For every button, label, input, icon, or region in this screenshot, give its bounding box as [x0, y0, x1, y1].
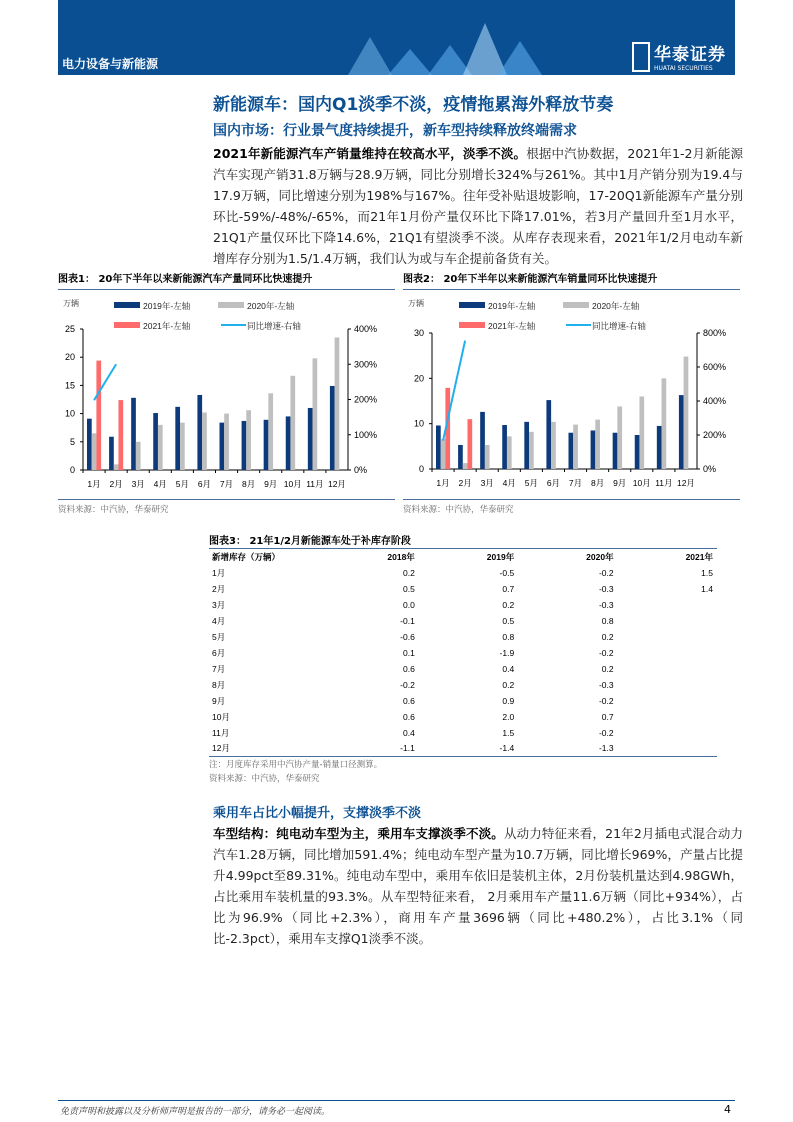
- table-cell: -1.9: [499, 647, 515, 658]
- table-cell: 0.4: [402, 727, 415, 738]
- table-cell: -0.2: [598, 567, 614, 578]
- x-tick-label: 1月: [87, 479, 101, 489]
- table-row: [209, 661, 717, 677]
- table-cell: -0.3: [598, 583, 614, 594]
- x-tick-label: 6月: [197, 479, 212, 489]
- y2-tick-label: 100%: [354, 429, 378, 440]
- unit-label: 万辆: [63, 299, 79, 308]
- table-cell: 0.0: [402, 599, 415, 610]
- chart-2: [403, 290, 740, 495]
- table-cell: 7月: [212, 663, 226, 674]
- x-tick-label: 12月: [676, 478, 695, 488]
- bar-2019-11: [657, 426, 662, 469]
- footer-disclaimer: 免责声明和披露以及分析师声明是报告的一部分，请务必一起阅读。: [60, 1107, 331, 1117]
- table-row: [209, 565, 717, 581]
- table-cell: 0.6: [402, 663, 415, 674]
- legend-label: 2019年-左轴: [143, 301, 191, 311]
- table-cell: 0.2: [402, 567, 415, 578]
- table-cell: [618, 597, 717, 613]
- bar-2020-1: [92, 433, 97, 470]
- x-tick-label: 10月: [283, 479, 302, 489]
- bar-2020-8: [246, 410, 251, 470]
- section-subtitle: 国内市场：行业景气度持续提升，新车型持续释放终端需求: [213, 123, 577, 139]
- bar-2019-7: [220, 423, 225, 470]
- x-tick-label: 9月: [264, 479, 278, 489]
- table-cell: 9月: [212, 695, 226, 706]
- table-cell: 0.8: [502, 631, 515, 642]
- x-tick-label: 3月: [131, 479, 145, 489]
- chart-1: [58, 290, 395, 495]
- y-tick-label: 10: [64, 408, 75, 419]
- x-tick-label: 2月: [458, 478, 472, 488]
- table-cell: 1.5: [502, 727, 515, 738]
- y2-tick-label: 400%: [354, 324, 378, 334]
- legend-swatch: [459, 302, 485, 308]
- bar-2020-7: [224, 414, 229, 470]
- bar-2019-5: [175, 407, 180, 470]
- bar-2019-3: [131, 398, 136, 470]
- bar-2020-4: [158, 425, 163, 470]
- table-cell: 2.0: [502, 711, 515, 722]
- table-cell: -0.3: [598, 599, 614, 610]
- table-row: [209, 725, 717, 741]
- table-row: [209, 677, 717, 693]
- bar-2020-10: [639, 396, 644, 469]
- y2-tick-label: 300%: [354, 359, 378, 370]
- y-tick-label: 25: [64, 324, 75, 334]
- para2-lead: 车型结构：纯电动车型为主，乘用车支撑淡季不淡。: [213, 826, 504, 841]
- table-cell: -1.3: [598, 743, 614, 754]
- unit-label: 万辆: [408, 299, 424, 308]
- bar-2020-5: [180, 423, 185, 470]
- x-tick-label: 8月: [591, 478, 605, 488]
- table-cell: -1.1: [400, 743, 415, 754]
- x-tick-label: 5月: [524, 478, 538, 488]
- legend-label: 2020年-左轴: [592, 301, 640, 311]
- x-tick-label: 4月: [502, 478, 516, 488]
- column-header: 2018年: [387, 551, 415, 562]
- table-cell: 10月: [212, 711, 230, 722]
- bar-2019-9: [264, 420, 269, 470]
- bar-2020-10: [290, 376, 295, 470]
- table-cell: 4月: [212, 615, 226, 626]
- bar-2019-10: [635, 435, 640, 469]
- x-tick-label: 9月: [613, 478, 627, 488]
- table-cell: 0.8: [601, 615, 614, 626]
- legend-swatch: [114, 302, 140, 308]
- paragraph-2: [213, 823, 743, 949]
- table-cell: 0.4: [502, 663, 515, 674]
- bar-2019-3: [480, 412, 485, 469]
- bar-2019-1: [87, 419, 92, 470]
- legend-label: 同比增速-右轴: [592, 321, 646, 331]
- bar-2020-7: [573, 425, 578, 469]
- page-number: 4: [724, 1103, 731, 1116]
- bar-2020-2: [114, 464, 119, 470]
- table-row: [209, 645, 717, 661]
- x-tick-label: 8月: [242, 479, 256, 489]
- x-tick-label: 10月: [632, 478, 651, 488]
- bar-2019-8: [242, 421, 247, 470]
- figure-1: [58, 270, 395, 515]
- legend-label: 2021年-左轴: [143, 321, 191, 331]
- figure-1-title: 图表1： 20年下半年以来新能源汽车产量同环比快速提升: [58, 274, 313, 285]
- table-cell: -0.6: [400, 631, 415, 642]
- table-cell: [618, 693, 717, 709]
- logo-en: HUATAI SECURITIES: [654, 65, 713, 72]
- table-cell: 0.9: [502, 695, 515, 706]
- y-tick-label: 5: [69, 436, 75, 447]
- bar-2020-3: [136, 442, 141, 470]
- legend-label: 2021年-左轴: [488, 321, 536, 331]
- figure-1-source: 资料来源：中汽协，华泰研究: [58, 505, 169, 515]
- table-cell: -0.5: [499, 567, 515, 578]
- column-header: 新增库存（万辆）: [212, 551, 281, 562]
- bar-2019-4: [153, 413, 158, 470]
- figure-2-source: 资料来源：中汽协，华泰研究: [403, 505, 514, 515]
- table-cell: -0.3: [598, 679, 614, 690]
- section2-title: 乘用车占比小幅提升，支撑淡季不淡: [213, 806, 422, 821]
- y-tick-label: 20: [413, 373, 424, 384]
- table-cell: 0.2: [601, 631, 614, 642]
- table-row: [209, 693, 717, 709]
- column-header: 2020年: [586, 551, 614, 562]
- table-cell: 0.5: [502, 615, 515, 626]
- bar-2019-7: [569, 433, 574, 469]
- table-cell: [618, 645, 717, 661]
- bar-2021-2: [118, 400, 123, 470]
- bar-2019-12: [679, 395, 684, 469]
- x-tick-label: 2月: [109, 479, 123, 489]
- y-tick-label: 10: [413, 418, 424, 429]
- table-cell: 1.4: [701, 583, 713, 594]
- bar-2019-6: [197, 395, 202, 470]
- table-row: [209, 709, 717, 725]
- table-cell: [618, 725, 717, 741]
- table-cell: 0.1: [402, 647, 415, 658]
- y2-tick-label: 0%: [703, 464, 717, 474]
- table-note: 注：月度库存采用中汽协产量-销量口径测算。: [209, 760, 383, 770]
- huatai-logo: [632, 40, 726, 72]
- y-tick-label: 0: [418, 464, 424, 474]
- bar-2020-9: [617, 406, 622, 469]
- bar-2019-10: [286, 416, 291, 470]
- table-cell: [618, 629, 717, 645]
- table-cell: 0.5: [402, 583, 415, 594]
- logo-mark-icon: [632, 42, 650, 72]
- table-cell: 5月: [212, 631, 226, 642]
- table-cell: [618, 677, 717, 693]
- footer-divider: [58, 1100, 735, 1101]
- bar-2019-6: [546, 400, 551, 469]
- bar-2020-5: [529, 432, 534, 469]
- bar-2021-2: [467, 419, 472, 469]
- bar-2019-5: [524, 422, 529, 469]
- page-title: 新能源车：国内Q1淡季不淡，疫情拖累海外释放节奏: [213, 95, 614, 115]
- table-cell: 0.6: [402, 695, 415, 706]
- bar-2019-12: [330, 386, 335, 470]
- table-header: [209, 549, 717, 565]
- figure-2-title: 图表2： 20年下半年以来新能源汽车销量同环比快速提升: [403, 274, 658, 285]
- figure-2: [403, 270, 740, 515]
- table-cell: 0.6: [402, 711, 415, 722]
- x-tick-label: 3月: [480, 478, 494, 488]
- table-cell: 0.7: [502, 583, 515, 594]
- bar-2020-2: [463, 463, 468, 469]
- table-cell: 0.2: [502, 679, 515, 690]
- table-cell: -0.2: [598, 647, 614, 658]
- table-cell: 6月: [212, 647, 226, 658]
- legend-swatch: [114, 322, 140, 328]
- x-tick-label: 11月: [655, 478, 673, 488]
- column-header: 2021年: [685, 551, 713, 562]
- bar-2020-11: [662, 378, 667, 469]
- bar-2019-9: [613, 433, 618, 469]
- bar-2020-1: [441, 439, 446, 469]
- bar-2020-3: [485, 445, 490, 469]
- para2-body: 从动力特征来看，21年2月插电式混合动力汽车1.28万辆，同比增加591.4%；纯电动车型产量为10.7万辆，同比增长969%，产量占比提升4.99pct至89.31%。纯电动车型中，乘用车依旧是装机主体，2月份装机量达到4.98GWh，占比乘用车装机量的93.3%。从车型特征来看， 2月乘用车产量11.6万辆（同比+934%），占比为96.9%（同比+2.3%），商用车产量3696辆（同比+480.2%），占比3.1%（同比-2.3pct），乘用车支撑Q1淡季不淡。: [213, 826, 743, 946]
- x-tick-label: 5月: [175, 479, 189, 489]
- legend-swatch: [563, 302, 589, 308]
- table-cell: -0.2: [598, 727, 614, 738]
- inventory-table: [209, 548, 717, 757]
- table-cell: 12月: [212, 743, 230, 754]
- logo-cn: 华泰证券: [654, 45, 726, 65]
- bar-2020-12: [684, 357, 689, 469]
- para1-body: 根据中汽协数据，2021年1-2月新能源汽车实现产销31.8万辆与28.9万辆，同比分别增长324%与261%。其中1月产销分别为19.4与17.9万辆，同比增速分别为198%与167%。往年受补贴退坡影响，17-20Q1新能源车产量分别环比-59%/-48%/-65%，而21年1月份产量仅环比下降17.01%，若3月产量回升至1月水平，21Q1产量仅环比下降14.6%，21Q1有望淡季不淡。从库存表现来看，2021年1/2月电动车新增库存分别为1.5/1.4万辆，我们认为或与车企提前备货有关。: [213, 146, 744, 266]
- table-cell: [618, 741, 717, 757]
- bar-2020-11: [313, 358, 318, 470]
- legend-label: 2019年-左轴: [488, 301, 536, 311]
- legend-swatch: [459, 322, 485, 328]
- para1-lead: 2021年新能源汽车产销量维持在较高水平，淡季不淡。: [213, 146, 527, 161]
- table-cell: [618, 613, 717, 629]
- x-tick-label: 12月: [327, 479, 346, 489]
- y-tick-label: 15: [64, 380, 75, 391]
- x-tick-label: 1月: [436, 478, 450, 488]
- y2-tick-label: 0%: [354, 465, 368, 475]
- table-cell: 0.7: [601, 711, 614, 722]
- table-cell: 2月: [212, 583, 226, 594]
- bar-2020-12: [335, 337, 340, 470]
- column-header: 2019年: [486, 551, 515, 562]
- y-tick-label: 20: [64, 352, 75, 363]
- x-tick-label: 7月: [219, 479, 234, 489]
- legend-label: 同比增速-右轴: [247, 321, 301, 331]
- table-source: 资料来源：中汽协，华泰研究: [209, 774, 320, 784]
- table-row: [209, 613, 717, 629]
- bar-2019-11: [308, 408, 313, 470]
- table-row: [209, 581, 717, 597]
- table-cell: -0.2: [598, 695, 614, 706]
- table-cell: 1月: [212, 567, 226, 578]
- y2-tick-label: 200%: [354, 394, 378, 405]
- x-tick-label: 6月: [546, 478, 561, 488]
- table-cell: 8月: [212, 679, 226, 690]
- table-cell: -1.4: [499, 743, 515, 754]
- table-row: [209, 597, 717, 613]
- bar-2020-8: [595, 420, 600, 469]
- bar-2019-2: [458, 445, 463, 469]
- table-cell: 0.2: [601, 663, 614, 674]
- x-tick-label: 4月: [153, 479, 167, 489]
- sector-label: 电力设备与新能源: [62, 57, 159, 71]
- bar-2020-9: [268, 393, 273, 470]
- y2-tick-label: 600%: [703, 362, 727, 372]
- x-tick-label: 7月: [568, 478, 583, 488]
- y-tick-label: 0: [69, 465, 75, 475]
- bar-2019-1: [436, 425, 441, 469]
- table-row: [209, 741, 717, 757]
- table-cell: 3月: [212, 599, 226, 610]
- bar-2020-4: [507, 436, 512, 469]
- y-tick-label: 30: [413, 328, 424, 338]
- legend-label: 2020年-左轴: [247, 301, 295, 311]
- table-cell: [618, 661, 717, 677]
- table-cell: -0.2: [400, 679, 415, 690]
- bar-2019-2: [109, 437, 114, 470]
- bar-2021-1: [96, 361, 101, 470]
- legend-swatch: [218, 302, 244, 308]
- table-cell: 0.2: [502, 599, 515, 610]
- bar-2020-6: [202, 412, 207, 470]
- table-row: [209, 629, 717, 645]
- table-cell: 11月: [212, 727, 230, 738]
- bar-2019-4: [502, 425, 507, 469]
- y2-tick-label: 200%: [703, 430, 727, 440]
- figure-3-title: 图表3： 21年1/2月新能源车处于补库存阶段: [209, 536, 411, 547]
- bar-2019-8: [591, 430, 596, 469]
- table-cell: -0.1: [400, 615, 415, 626]
- paragraph-1: [213, 143, 743, 269]
- y2-tick-label: 800%: [703, 328, 727, 338]
- x-tick-label: 11月: [306, 479, 324, 489]
- bar-2020-6: [551, 422, 556, 469]
- y2-tick-label: 400%: [703, 396, 727, 406]
- table-cell: [618, 709, 717, 725]
- table-cell: 1.5: [701, 567, 713, 578]
